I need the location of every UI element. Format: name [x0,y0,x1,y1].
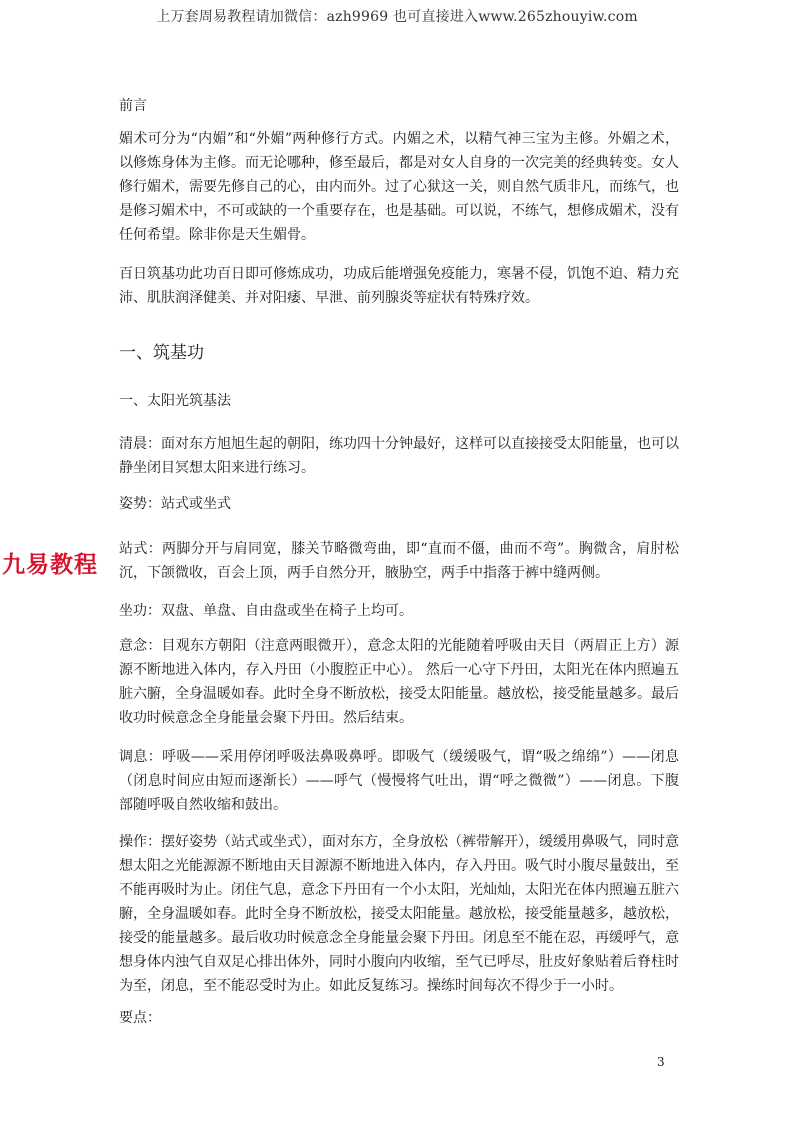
subsection-title [119,390,679,410]
section-title-text: 一、筑基功 [119,343,204,363]
paragraph-qingchen-text: 清晨：面对东方旭旭生起的朝阳，练功四十分钟最好，这样可以直接接受太阳能量，也可以静坐闭目冥想太阳来进行练习。 [119,436,679,476]
paragraph-zuogong-text: 坐功：双盘、单盘、自由盘或坐在椅子上均可。 [119,603,413,619]
paragraph-tiaoxi-text: 调息：呼吸——采用停闭呼吸法鼻吸鼻呼。即吸气（缓缓吸气，谓“吸之绵绵”）——闭息（闭息时间应由短而逐渐长）——呼气（慢慢将气吐出，谓“呼之微微”）——闭息。下腹部随呼吸自然收缩和鼓出。 [119,749,679,813]
preface-title [119,94,679,118]
paragraph-yaodian [119,1006,679,1030]
paragraph-yaodian-text: 要点： [119,1010,161,1026]
paragraph-qingchen [119,432,679,480]
paragraph-caozuo [119,830,679,998]
paragraph-zuogong [119,599,679,623]
header-banner: 上万套周易教程请加微信：azh9969 也可直接进入www.265zhouyiw.com [156,9,638,25]
paragraph-preface-text: 媚术可分为“内媚”和“外媚”两种修行方式。内媚之术，以精气神三宝为主修。外媚之术，以修炼身体为主修。而无论哪种，修至最后，都是对女人自身的一次完美的经典转变。女人修行媚术，需要先修自己的心，由内而外。过了心狱这一关，则自然气质非凡，而练气，也是修习媚术中，不可或缺的一个重要存在，也是基础。可以说，不练气，想修成媚术，没有任何希望。除非你是天生媚骨。 [119,131,679,243]
paragraph-intro-text: 百日筑基功此功百日即可修炼成功，功成后能增强免疫能力，寒暑不侵，饥饱不迫、精力充沛、肌肤润泽健美、并对阳痿、早泄、前列腺炎等症状有特殊疗效。 [119,266,679,306]
paragraph-intro [119,262,679,310]
paragraph-zishi-text: 姿势：站式或坐式 [119,496,231,512]
paragraph-zhanshi [119,537,679,585]
paragraph-yinian-text: 意念：目观东方朝阳（注意两眼微开），意念太阳的光能随着呼吸由天目（两眉正上方）源源不断地进入体内，存入丹田（小腹腔正中心）。 然后一心守下丹田，太阳光在体内照遍五脏六腑，全身温暖如春。此时全身不断放松，接受太阳能量。越放松，接受能量越多。最后收功时候意念全身能量会聚下丹田。然后结束。 [119,638,679,726]
paragraph-caozuo-text: 操作：摆好姿势（站式或坐式），面对东方，全身放松（裤带解开），缓缓用鼻吸气，同时意想太阳之光能源源不断地由天目源源不断地进入体内，存入丹田。吸气时小腹尽量鼓出，至不能再吸时为止。闭住气息，意念下丹田有一个小太阳，光灿灿，太阳光在体内照遍五脏六腑，全身温暖如春。此时全身不断放松，接受太阳能量。越放松，接受能量越多，越放松，接受的能量越多。最后收功时候意念全身能量会聚下丹田。闭息至不能在忍，再缓呼气，意想身体内浊气自双足心排出体外，同时小腹向内收缩，至气已呼尽，肚皮好象贴着后脊柱时为至，闭息，至不能忍受时为止。如此反复练习。操练时间每次不得少于一小时。 [119,834,679,994]
side-logo-watermark: 九易教程 [2,552,98,578]
paragraph-preface [119,127,679,247]
paragraph-tiaoxi [119,745,679,817]
paragraph-yinian [119,634,679,730]
subsection-title-text: 一、太阳光筑基法 [119,393,231,409]
page-number: 3 [657,1055,665,1069]
section-title [119,338,679,363]
paragraph-zhanshi-text: 站式：两脚分开与肩同宽，膝关节略微弯曲，即“直而不僵，曲而不弯”。胸微含，肩肘松沉，下颌微收，百会上顶，两手自然分开，腋胁空，两手中指落于裤中缝两侧。 [119,541,679,581]
preface-title-text: 前言 [119,98,147,114]
paragraph-zishi [119,492,679,516]
